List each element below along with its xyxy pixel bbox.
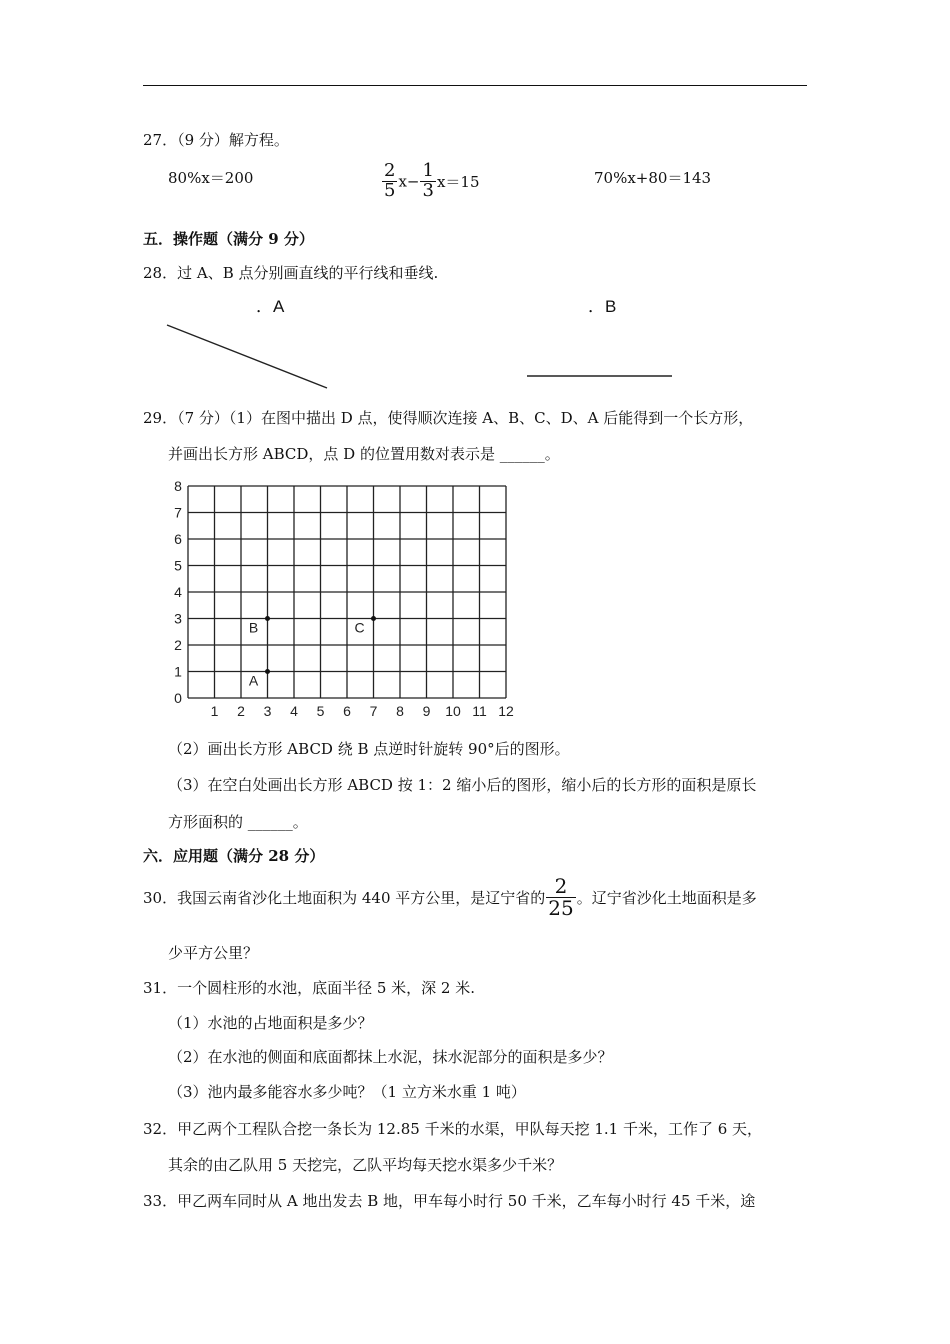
q30-fraction: $\frac{2}{25}$ — [548, 874, 574, 920]
q27-eq2-frac1: $\frac{2}{5}$ — [384, 160, 396, 201]
q30-line2: 少平方公里？ — [168, 944, 259, 962]
q33-line1: 33．甲乙两车同时从 A 地出发去 B 地，甲车每小时行 50 千米，乙车每小时行 45 千米，途 — [143, 1192, 756, 1210]
q28-point-b: ．B — [588, 297, 617, 316]
q27-eq1: 80%x＝200 — [168, 169, 254, 187]
q30-line1: 30．我国云南省沙化土地面积为 440 平方公里，是辽宁省的 $\frac{2}{25}$ 。辽宁省沙化土地面积是多 — [143, 874, 757, 920]
y-tick-label: 2 — [174, 637, 182, 653]
q27-title: 27．（9 分）解方程。 — [143, 131, 289, 149]
point-c-label: C — [354, 619, 365, 636]
y-tick-label: 7 — [174, 504, 182, 521]
x-tick-label: 10 — [445, 703, 461, 719]
q28-title: 28．过 A、B 点分别画直线的平行线和垂线. — [143, 264, 439, 282]
section5-title: 五．操作题（满分 9 分） — [143, 230, 314, 248]
y-tick-label: 1 — [174, 663, 182, 680]
section6-title: 六．应用题（满分 28 分） — [143, 847, 325, 865]
x-tick-label: 11 — [472, 703, 487, 719]
x-tick-label: 7 — [369, 703, 378, 719]
q29-grid — [160, 475, 520, 725]
y-tick-label: 6 — [174, 531, 182, 547]
q29-line2: 并画出长方形 ABCD，点 D 的位置用数对表示是 ______。 — [168, 445, 560, 463]
x-tick-label: 5 — [316, 703, 325, 719]
x-tick-label: 9 — [422, 703, 431, 719]
q29-sub3a: （3）在空白处画出长方形 ABCD 按 1：2 缩小后的图形，缩小后的长方形的面积是原长 — [168, 776, 757, 794]
x-tick-label: 8 — [396, 703, 404, 719]
q32-line2: 其余的由乙队用 5 天挖完，乙队平均每天挖水渠多少千米？ — [168, 1156, 563, 1174]
point-b-dot — [265, 616, 270, 621]
x-tick-label: 1 — [210, 703, 219, 719]
q28-point-a: ．A — [256, 297, 285, 316]
q31-s1: （1）水池的占地面积是多少？ — [168, 1014, 373, 1032]
q27-eq2: $\frac{2}{5}$ x− $\frac{1}{3}$ x＝15 — [384, 160, 480, 201]
q27-eq2-frac2: $\frac{1}{3}$ — [422, 160, 434, 201]
x-tick-label: 6 — [343, 703, 351, 719]
point-a-dot — [265, 669, 270, 674]
y-tick-label: 3 — [174, 610, 182, 627]
point-a-label: A — [248, 672, 259, 689]
q28-slanted-line — [167, 325, 327, 388]
y-tick-label: 0 — [174, 690, 182, 706]
point-b-label: B — [248, 619, 259, 636]
x-tick-label: 4 — [290, 703, 298, 719]
q31-line1: 31．一个圆柱形的水池，底面半径 5 米，深 2 米. — [143, 979, 476, 997]
q31-s3: （3）池内最多能容水多少吨？（1 立方米水重 1 吨） — [168, 1083, 526, 1101]
x-tick-label: 2 — [237, 703, 245, 719]
q28-lines — [0, 0, 950, 400]
y-tick-label: 4 — [174, 584, 182, 600]
x-tick-label: 12 — [498, 703, 514, 719]
q29-sub2: （2）画出长方形 ABCD 绕 B 点逆时针旋转 90°后的图形。 — [168, 740, 570, 758]
x-tick-label: 3 — [263, 703, 272, 719]
y-tick-label: 5 — [174, 557, 182, 574]
q32-line1: 32．甲乙两个工程队合挖一条长为 12.85 千米的水渠，甲队每天挖 1.1 千米，工作了 6 天， — [143, 1120, 763, 1138]
y-tick-label: 8 — [174, 478, 182, 494]
q27-eq3: 70%x+80＝143 — [594, 169, 712, 187]
q29-sub3b: 方形面积的 ______。 — [168, 813, 308, 831]
point-c-dot — [371, 616, 376, 621]
q31-s2: （2）在水池的侧面和底面都抹上水泥，抹水泥部分的面积是多少？ — [168, 1048, 613, 1066]
q29-line1: 29．（7 分）（1）在图中描出 D 点，使得顺次连接 A、B、C、D、A 后能得到一个长方形， — [143, 409, 754, 427]
